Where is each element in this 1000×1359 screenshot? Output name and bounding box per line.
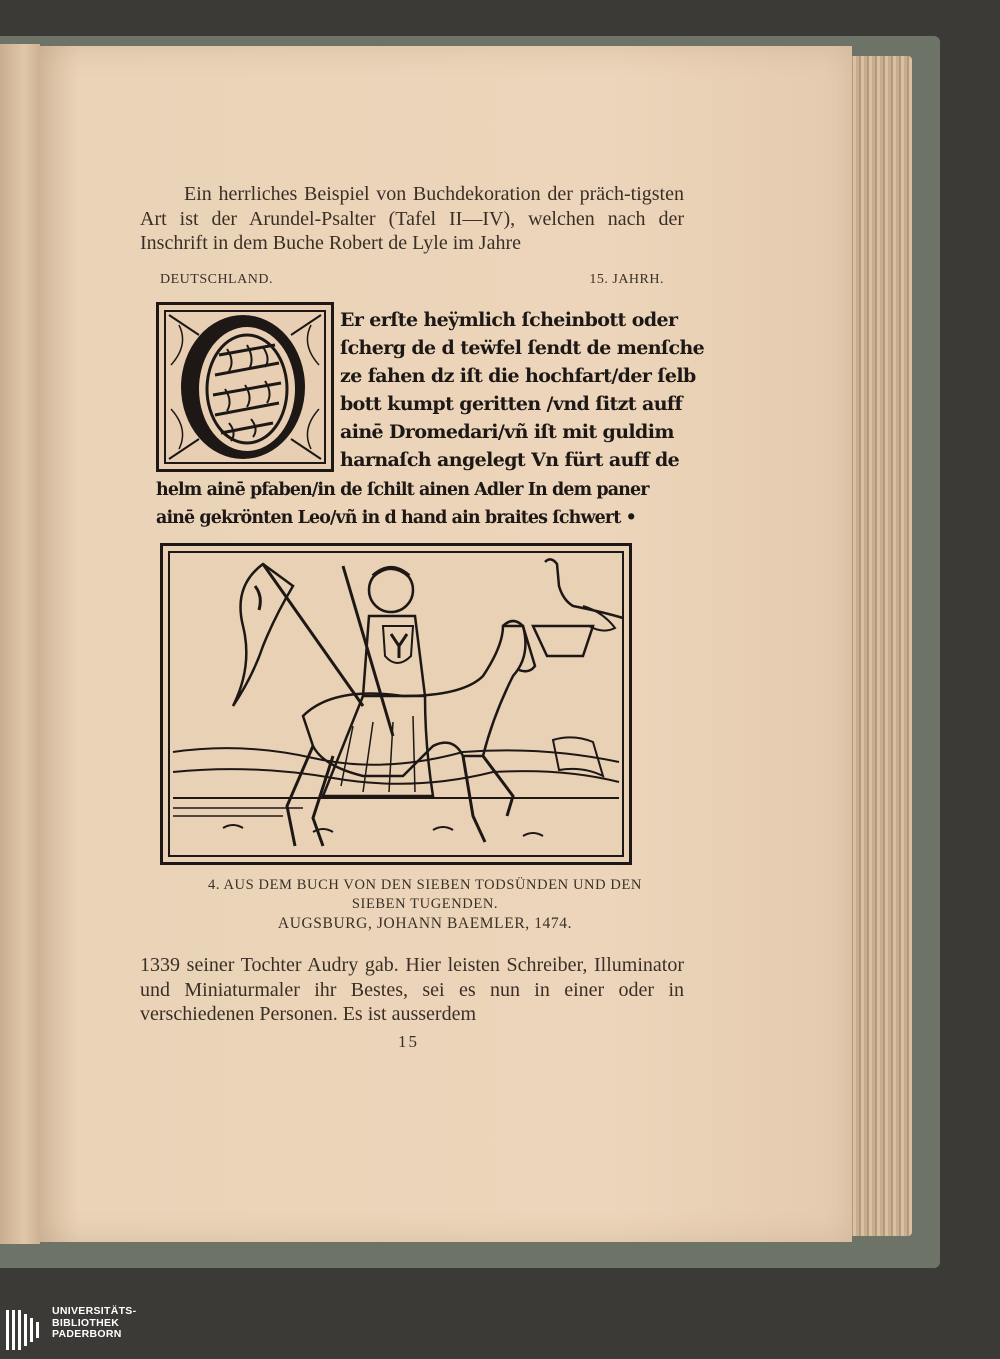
paragraph-top: Ein herrliches Beispiel von Buchdekoration der präch-tigsten Art ist der Arundel-Psalter (Tafel II—IV), welchen nach der Inschrift in dem Buche Robert de Lyle im Jahre bbox=[140, 183, 684, 254]
woodcut-illustration bbox=[160, 543, 632, 865]
running-head-right: 15. JAHRH. bbox=[589, 272, 664, 287]
decorated-initial bbox=[156, 302, 334, 472]
page-edges bbox=[848, 56, 912, 1236]
initial-d-ornament bbox=[159, 305, 331, 469]
gothic-line: ainē gekrönten Leo/vñ in d hand ain braites ſchwert • bbox=[156, 508, 636, 528]
running-head bbox=[160, 272, 664, 288]
rider-woodcut bbox=[163, 546, 629, 862]
footer-bar bbox=[0, 1306, 1000, 1356]
figure-caption-line2: SIEBEN TUGENDEN. bbox=[351, 896, 499, 912]
logo-line: UNIVERSITÄTS- bbox=[52, 1305, 137, 1317]
gothic-line: helm ainē pfaben/in de ſchilt ainen Adler In dem paner bbox=[156, 480, 649, 500]
gothic-line: ainē Dromedari/vñ iſt mit guldim bbox=[340, 421, 674, 443]
gothic-line: bott kumpt geritten /vnd ſitzt auff bbox=[340, 393, 683, 415]
gothic-line: ze fahen dz iſt die hochfart/der ſelb bbox=[340, 365, 696, 387]
paragraph-bottom: 1339 seiner Tochter Audry gab. Hier leisten Schreiber, Illuminator und Miniaturmaler ihr Bestes, sei es nun in einer oder in verschiedenen Personen. Es ist ausserdem bbox=[140, 954, 684, 1025]
logo-line: PADERBORN bbox=[52, 1328, 122, 1340]
page-number: 15 bbox=[398, 1032, 419, 1051]
library-logo-text bbox=[52, 1306, 136, 1341]
figure-caption-line3: AUGSBURG, JOHANN BAEMLER, 1474. bbox=[277, 915, 573, 932]
left-page-edge bbox=[0, 44, 40, 1244]
gothic-line: ſcherg de d teẅfel ſendt de menſche bbox=[340, 337, 705, 359]
gothic-line: harnaſch angelegt Vn fürt auff de bbox=[340, 449, 680, 471]
running-head-left: DEUTSCHLAND. bbox=[160, 272, 273, 287]
figure-caption-line1: 4. AUS DEM BUCH VON DEN SIEBEN TODSÜNDEN UND DEN bbox=[207, 877, 642, 893]
library-logo-icon bbox=[6, 1310, 46, 1359]
gothic-line: Er erſte heÿmlich ſcheinbott oder bbox=[340, 309, 678, 331]
blackletter-excerpt bbox=[156, 302, 705, 534]
logo-line: BIBLIOTHEK bbox=[52, 1316, 120, 1329]
